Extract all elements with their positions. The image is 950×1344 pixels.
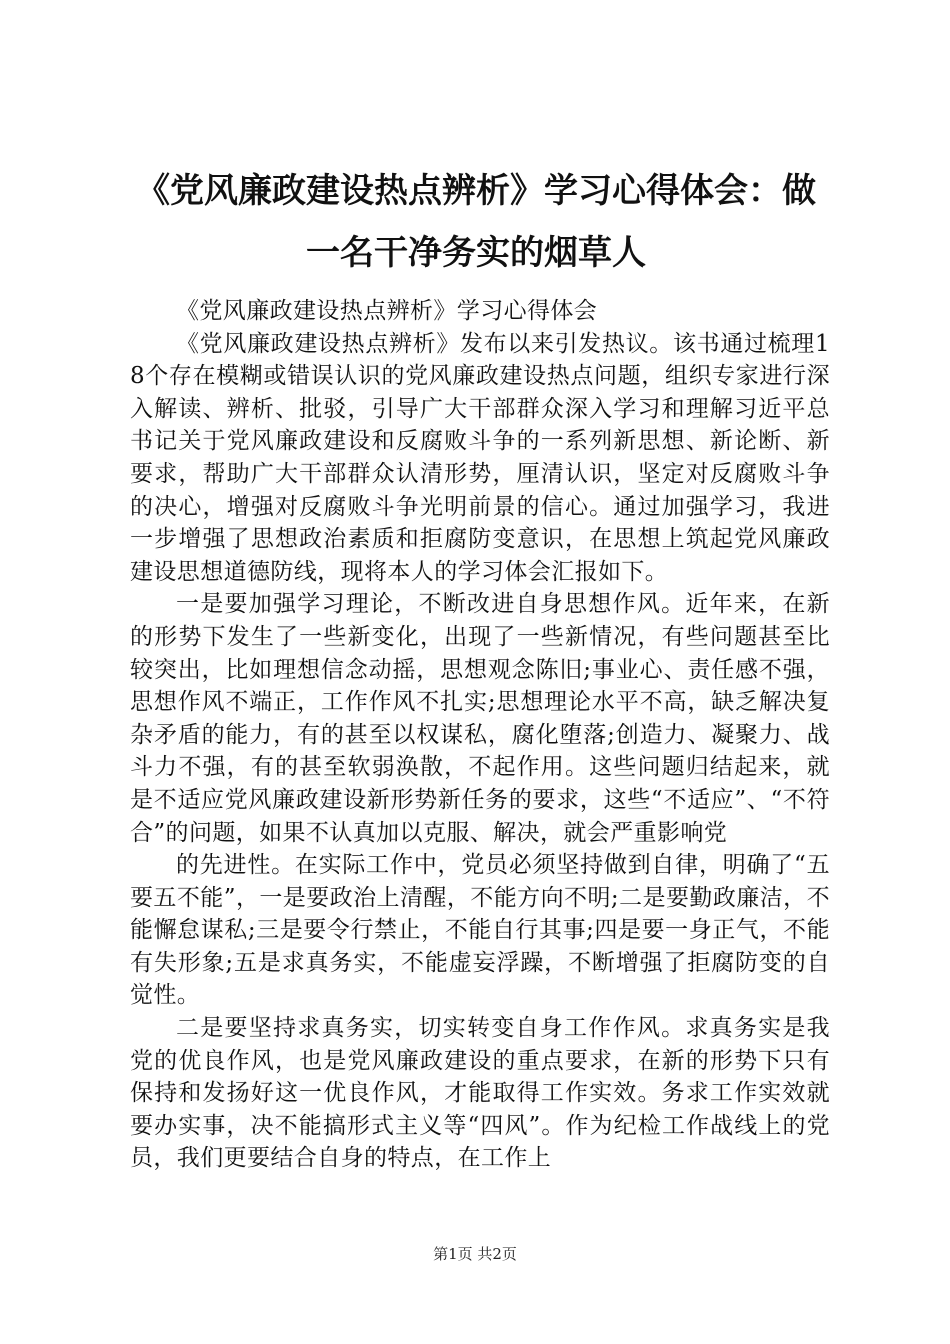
paragraph-intro: 《党风廉政建设热点辨析》发布以来引发热议。该书通过梳理18个存在模糊或错误认识的党风廉政建设热点问题，组织专家进行深入解读、辨析、批驳，引导广大干部群众深入学习和理解习近平总书记关于党风廉政建设和反腐败斗争的一系列新思想、新论断、新要求，帮助广大干部群众认清形势，厘清认识，坚定对反腐败斗争的决心，增强对反腐败斗争光明前景的信心。通过加强学习，我进一步增强了思想政治素质和拒腐防变意识，在思想上筑起党风廉政建设思想道德防线，现将本人的学习体会汇报如下。 — [130, 330, 830, 585]
paragraph-point-one: 一是要加强学习理论，不断改进自身思想作风。近年来，在新的形势下发生了一些新变化，出现了一些新情况，有些问题甚至比较突出，比如理想信念动摇，思想观念陈旧;事业心、责任感不强，思想作风不端正，工作作风不扎实;思想理论水平不高，缺乏解决复杂矛盾的能力，有的甚至以权谋私，腐化堕落;创造力、凝聚力、战斗力不强，有的甚至软弱涣散，不起作用。这些问题归结起来，就是不适应党风廉政建设新形势新任务的要求，这些“不适应”、“不符合”的问题，如果不认真加以克服、解决，就会严重影响党 — [130, 591, 830, 846]
paragraph-subtitle: 《党风廉政建设热点辨析》学习心得体会 — [176, 298, 598, 324]
paragraph-point-one-continued: 的先进性。在实际工作中，党员必须坚持做到自律，明确了“五要五不能”，一是要政治上清醒，不能方向不明;二是要勤政廉洁，不能懈怠谋私;三是要令行禁止，不能自行其事;四是要一身正气，不能有失形象;五是求真务实，不能虚妄浮躁，不断增强了拒腐防变的自觉性。 — [130, 852, 830, 1009]
paragraph-point-two: 二是要坚持求真务实，切实转变自身工作作风。求真务实是我党的优良作风，也是党风廉政建设的重点要求，在新的形势下只有保持和发扬好这一优良作风，才能取得工作实效。务求工作实效就要办实事，决不能搞形式主义等“四风”。作为纪检工作战线上的党员，我们更要结合自身的特点，在工作上 — [130, 1015, 830, 1172]
page-number-footer: 第1页 共2页 — [433, 1245, 517, 1263]
document-body — [130, 295, 830, 1175]
document-title: 《党风廉政建设热点辨析》学习心得体会：做一名干净务实的烟草人 — [136, 171, 816, 273]
